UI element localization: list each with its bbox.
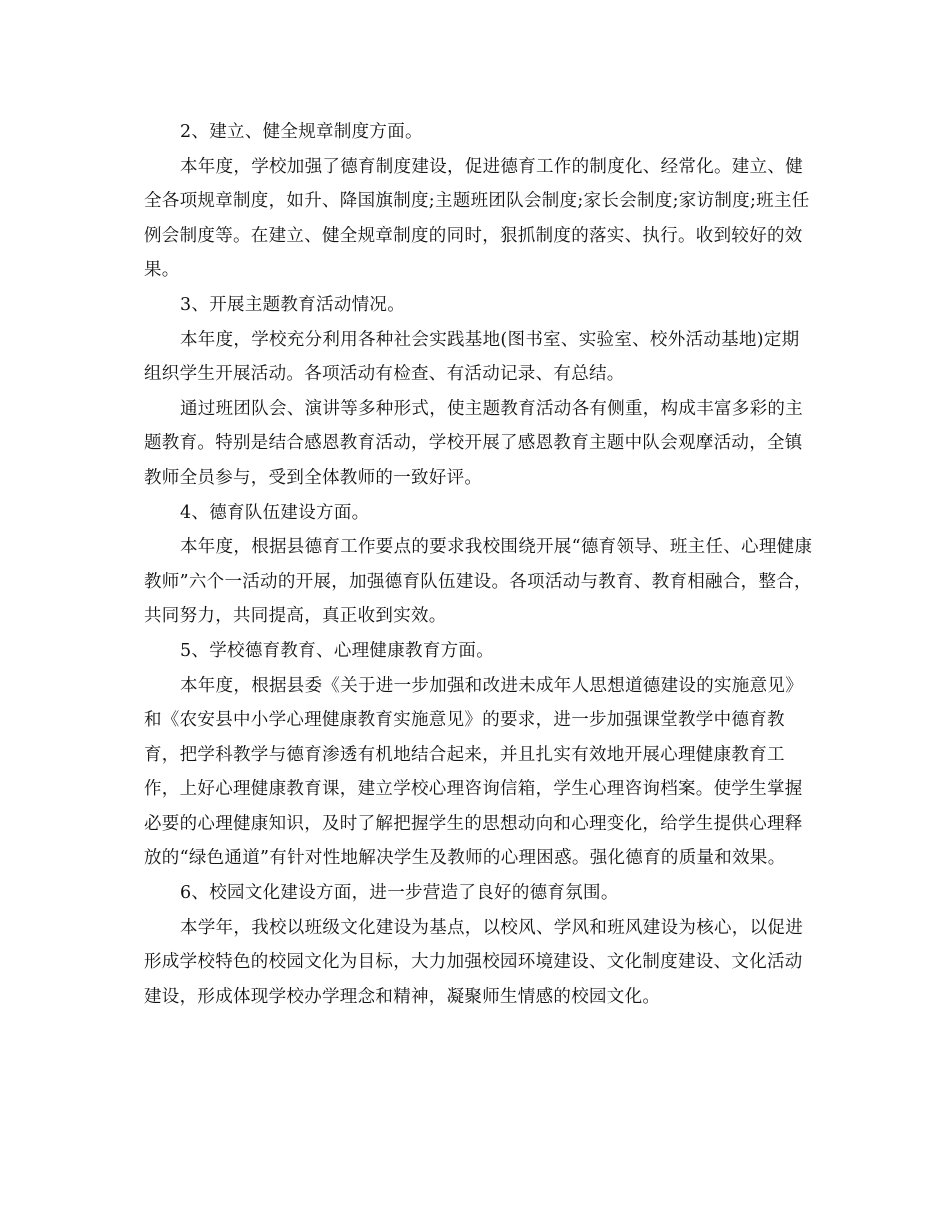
section-heading-regulations: 2、建立、健全规章制度方面。 xyxy=(180,122,423,142)
section-heading-team-building: 4、德育队伍建设方面。 xyxy=(180,502,370,523)
paragraph-class-meetings: 通过班团队会、演讲等多种形式，使主题教育活动各有侧重，构成丰富多彩的主题教育。特别是结合感恩教育活动，学校开展了感恩教育主题中队会观摩活动，全镇教师全员参与，受到全体教师的一致好评。 xyxy=(144,398,803,488)
paragraph-team-building: 本年度，根据县德育工作要点的要求我校围绕开展“德育领导、班主任、心理健康教师”六个一活动的开展，加强德育队伍建设。各项活动与教育、教育相融合，整合，共同努力，共同提高，真正收到实效。 xyxy=(144,537,813,627)
paragraph-practice-bases: 本年度，学校充分利用各种社会实践基地(图书室、实验室、校外活动基地)定期组织学生开展活动。各项活动有检查、有活动记录、有总结。 xyxy=(144,329,800,385)
section-heading-campus-culture: 6、校园文化建设方面，进一步营造了良好的德育氛围。 xyxy=(180,883,619,904)
document-body xyxy=(144,115,814,1014)
section-heading-mental-health: 5、学校德育教育、心理健康教育方面。 xyxy=(180,640,495,661)
section-heading-theme-education: 3、开展主题教育活动情况。 xyxy=(180,294,406,315)
paragraph-regulations: 本年度，学校加强了德育制度建设，促进德育工作的制度化、经常化。建立、健全各项规章制度，如升、降国旗制度;主题班团队会制度;家长会制度;家访制度;班主任例会制度等。在建立、健全规章制度的同时，狠抓制度的落实、执行。收到较好的效果。 xyxy=(144,156,810,281)
paragraph-campus-culture: 本学年，我校以班级文化建设为基点，以校风、学风和班风建设为核心，以促进形成学校特色的校园文化为目标，大力加强校园环境建设、文化制度建设、文化活动建设，形成体现学校办学理念和精神，凝聚师生情感的校园文化。 xyxy=(144,917,803,1007)
paragraph-mental-health: 本年度，根据县委《关于进一步加强和改进未成年人思想道德建设的实施意见》和《农安县中小学心理健康教育实施意见》的要求，进一步加强课堂教学中德育教育，把学科教学与德育渗透有机地结合起来，并且扎实有效地开展心理健康教育工作，上好心理健康教育课，建立学校心理咨询信箱，学生心理咨询档案。使学生掌握必要的心理健康知识，及时了解把握学生的思想动向和心理变化，给学生提供心理释放的“绿色通道”有针对性地解决学生及教师的心理困惑。强化德育的质量和效果。 xyxy=(144,675,803,869)
